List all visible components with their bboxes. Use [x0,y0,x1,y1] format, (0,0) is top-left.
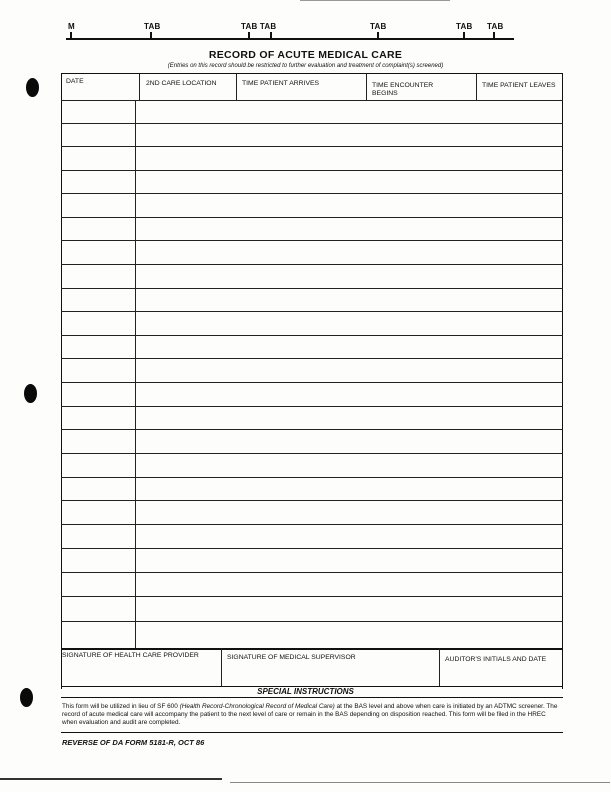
header-bottom-line [61,100,563,101]
tab-marker-2: TAB TAB [241,22,277,31]
entry-row-line [61,429,563,430]
tab-tick [248,32,250,39]
signature-top-line [61,648,563,650]
col-header-time-arrives: TIME PATIENT ARRIVES [242,80,320,87]
entry-row-line [61,288,563,289]
tab-marker-4: TAB [456,22,473,31]
entry-row-line [61,382,563,383]
scan-edge-line [0,778,222,780]
entry-row-line [61,146,563,147]
date-column-divider [135,100,136,648]
entry-row-line [61,123,563,124]
punch-hole [20,688,33,707]
entry-row-line [61,335,563,336]
entry-row-line [61,311,563,312]
punch-hole [26,78,39,97]
special-instructions-text [62,703,562,728]
special-instructions-rule [61,697,563,698]
entry-row-line [61,240,563,241]
entry-row-line [61,596,563,597]
punch-hole [24,384,37,403]
col-header-care-location: 2ND CARE LOCATION [146,80,217,87]
entry-row-line [61,548,563,549]
entry-row-line [61,193,563,194]
tab-tick [150,32,152,39]
instructions-part-2: at the BAS level and above when care is initiated by an ADTMC screener. The record of acute medical care will accompany the patient to the next level of care or remain in the BAS depending on disposition reached. This form will be filed in the HREC when evaluation and audit are completed. [62,703,558,727]
tab-marker-3: TAB [370,22,387,31]
supervisor-signature-label: SIGNATURE OF MEDICAL SUPERVISOR [227,654,356,661]
tab-marker-m: M [68,22,75,31]
tab-rule [66,38,514,40]
header-divider [476,74,477,100]
entry-row-line [61,264,563,265]
special-instructions-heading: SPECIAL INSTRUCTIONS [257,687,354,696]
entry-row-line [61,358,563,359]
tab-marker-1: TAB [144,22,161,31]
instructions-bottom-rule [61,732,563,733]
entry-row-line [61,477,563,478]
col-header-date: DATE [66,78,84,85]
tab-tick [493,32,495,39]
entry-row-line [61,217,563,218]
scan-edge-line [230,782,610,783]
provider-signature-label: SIGNATURE OF HEALTH CARE PROVIDER [62,652,199,659]
tab-marker-5: TAB [487,22,504,31]
form-subtitle: (Entries on this record should be restricted to further evaluation and treatment of complaint(s) screened) [167,63,444,69]
form-footer: REVERSE OF DA FORM 5181-R, OCT 86 [62,738,205,747]
entry-row-line [61,500,563,501]
entry-row-line [61,572,563,573]
col-header-time-encounter: TIME ENCOUNTER BEGINS [372,82,434,97]
sf600-title: (Health Record-Chronological Record of Medical Care) [179,703,335,710]
header-divider [366,74,367,100]
form-title: RECORD OF ACUTE MEDICAL CARE [208,49,403,61]
instructions-part-1: This form will be utilized in lieu of SF 600 [62,703,180,710]
entry-row-line [61,524,563,525]
entry-row-line [61,621,563,622]
entry-row-line [61,170,563,171]
scan-edge-line [300,0,450,1]
signature-divider [439,648,440,686]
signature-divider [221,648,222,686]
tab-tick [463,32,465,39]
entry-row-line [61,453,563,454]
tab-tick [270,32,272,39]
entry-row-line [61,406,563,407]
tab-tick [377,32,379,39]
auditor-initials-label: AUDITOR'S INITIALS AND DATE [445,656,547,663]
tab-tick [70,32,72,39]
header-divider [236,74,237,100]
col-header-time-leaves: TIME PATIENT LEAVES [482,82,556,89]
header-divider [139,74,140,100]
